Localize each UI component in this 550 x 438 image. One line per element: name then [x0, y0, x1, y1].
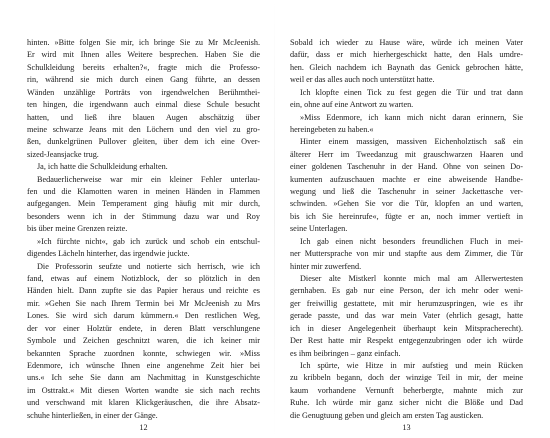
text-line: einer goldenen Taschenuhr in der Hand. Ohne von seinen Do-	[290, 162, 523, 172]
gutter	[274, 0, 275, 438]
text-line: Schulkleidung bereits erhalten?«, fragte mich die Professo-	[27, 62, 260, 72]
text-line: es ihm beibringen – ganz einfach.	[290, 348, 401, 358]
text-line: ßen, dunkelgrünen Pullover gleiten, über dem ich eine Over-	[27, 137, 260, 147]
text-line: ten hingen, die irgendwann auch einmal diese Schule besucht	[27, 100, 260, 110]
page-number-left: 12	[139, 423, 148, 432]
text-line: Ruhe. Ich würde mir ganz sicher nicht die Blöße und Dad	[290, 398, 523, 408]
text-line: Ich klopfte einen Tick zu fest gegen die Tür und trat dann	[300, 87, 523, 97]
left-page-text	[27, 37, 260, 422]
text-line: seine Unterlagen.	[290, 224, 348, 234]
text-line: sized-Jeansjacke trug.	[27, 149, 99, 159]
text-line: Hinter einem massigen, massiven Eichenholztisch saß ein	[300, 137, 523, 147]
text-line: zu kribbeln begann, doch der winzige Teil in mir, der meine	[290, 373, 523, 383]
text-line: wegung und ließ die Taschenuhr in seiner Jackettasche ver-	[290, 187, 523, 197]
text-line: Bedauerlicherweise war mir ein kleiner Fehler unterlau-	[37, 174, 260, 184]
text-line: Der Rest hatte mir Respekt entgegenzubringen oder ich würde	[290, 336, 523, 346]
text-line: weil er das alles auch noch unterstützt hatte.	[290, 75, 435, 85]
text-line: Ich spürte, wie Hitze in mir aufstieg und mein Rücken	[300, 360, 523, 370]
text-line: Edenmore, ich wünsche Ihnen eine angenehme Zeit hier bei	[27, 360, 260, 370]
text-line: Wänden unzählige Porträts von irgendwelchen Berühmthei-	[27, 87, 260, 97]
text-line: Die Professorin seufzte und notierte sich herrisch, wie ich	[37, 261, 260, 271]
text-line: »Ich fürchte nicht«, gab ich zurück und schob ein entschul-	[37, 236, 260, 246]
text-line: hinten. »Bitte folgen Sie mir, ich bringe Sie zu Mr McJeenish.	[27, 38, 260, 47]
text-line: bis über meine Grenzen reizte.	[27, 224, 128, 234]
text-line: kaum vorhandene Vernunft beherbergte, mahnte mich zur	[290, 385, 523, 395]
text-line: bis ich Sie hereinrufe«, fügte er an, noch immer vertieft in	[290, 211, 523, 221]
text-line: kumenten aufzuschauen machte er eine abweisende Handbe-	[290, 174, 523, 184]
text-line: Ja, ich hatte die Schulkleidung erhalten.	[37, 162, 168, 172]
left-page	[27, 0, 260, 438]
text-line: fand, etwas auf einem Notizblock, der so plötzlich in den	[27, 274, 260, 284]
text-line: aufgegangen. Mein Temperament ging häufig mit mir durch,	[27, 199, 260, 209]
text-line: der vor einer Holztür endete, in deren Blatt verschlungene	[27, 323, 260, 333]
text-line: hereingebeten zu haben.«	[290, 124, 374, 134]
text-line: schwinden. »Gehen Sie vor die Tür, klopfen an und warten,	[290, 199, 523, 209]
text-line: dafür, dass er mich hierhergeschickt hatte, den Hals umdre-	[290, 50, 523, 60]
text-line: im Osttrakt.« Mit diesen Worten wandte sie sich nach rechts	[27, 385, 260, 395]
text-line: besonders wenn ich in der Stimmung dazu war und Roy	[27, 211, 260, 221]
right-page-text	[290, 37, 523, 422]
text-line: ein, ohne auf eine Antwort zu warten.	[290, 100, 414, 110]
text-line: Lones. Sie wird sich darum kümmern.« Den restlichen Weg,	[27, 311, 260, 321]
text-line: hinter mir zuwerfend.	[290, 261, 362, 271]
text-line: und verschwand mit klaren Klickgeräuschen, die ihre Absatz-	[27, 398, 260, 408]
text-line: hatten, und ließ ihre blauen Augen abschätzig über	[27, 112, 260, 122]
text-line: Ich gab einen nicht besonders freundlichen Fluch in mei-	[300, 236, 523, 246]
text-line: ner Muttersprache von mir und stapfte aus dem Zimmer, die Tür	[290, 249, 523, 259]
text-line: bekannten Sprache zuordnen konnte, schwiegen wir. »Miss	[27, 348, 260, 358]
text-line: Dieser alte Mistkerl konnte mich mal am Allerwertesten	[300, 274, 523, 284]
text-line: ich in dieser Angelegenheit überhaupt kein Mitspracherecht).	[290, 323, 523, 333]
text-line: »Miss Edenmore, ich kann mich nicht daran erinnern, Sie	[300, 112, 523, 122]
text-line: hen. Gleich nachdem ich Baynath das Genick gebrochen hätte,	[290, 62, 523, 72]
text-line: die Genugtuung geben und gleich am ersten Tag austicken.	[290, 410, 484, 420]
text-line: uns.« Ich sehe Sie dann am Nachmittag in Kunstgeschichte	[27, 373, 260, 383]
text-line: fen und die Klamotten waren in meinen Händen in Flammen	[27, 187, 260, 197]
text-line: Sobald ich wieder zu Hause wäre, würde ich meinen Vater	[290, 38, 523, 47]
page-number-right: 13	[402, 423, 411, 432]
text-line: mir. »Gehen Sie nach Ihrem Termin bei Mr McJeenish zu Mrs	[27, 298, 260, 308]
text-line: rin, während sie mich durch einen Gang führte, an dessen	[27, 75, 260, 85]
text-line: gernhaben. Es gab nur eine Person, der ich mehr oder weni-	[290, 286, 523, 296]
text-line: ger freiwillig gestattete, mit mir herumzuspringen, wie es ihr	[290, 298, 523, 308]
text-line: meine schwarze Jeans mit den Löchern und den viel zu gro-	[27, 124, 260, 134]
text-line: schuhe hinterließen, in einer der Gänge.	[27, 410, 158, 420]
text-line: digendes Lächeln hinterher, das irgendwie juckte.	[27, 249, 190, 259]
right-page	[290, 0, 523, 438]
text-line: Symbole und Zeichen geschnitzt waren, die ich keiner mir	[27, 336, 260, 346]
text-line: Händen hielt. Dann zupfte sie das Papier heraus und reichte es	[27, 286, 260, 296]
text-line: älterer Herr im Tweedanzug mit grauschwarzen Haaren und	[290, 149, 523, 159]
text-line: Er wird mit Ihnen alles Weitere besprechen. Haben Sie die	[27, 50, 260, 60]
text-line: gerade passte, und das war mein Vater (ehrlich gesagt, hatte	[290, 311, 523, 321]
